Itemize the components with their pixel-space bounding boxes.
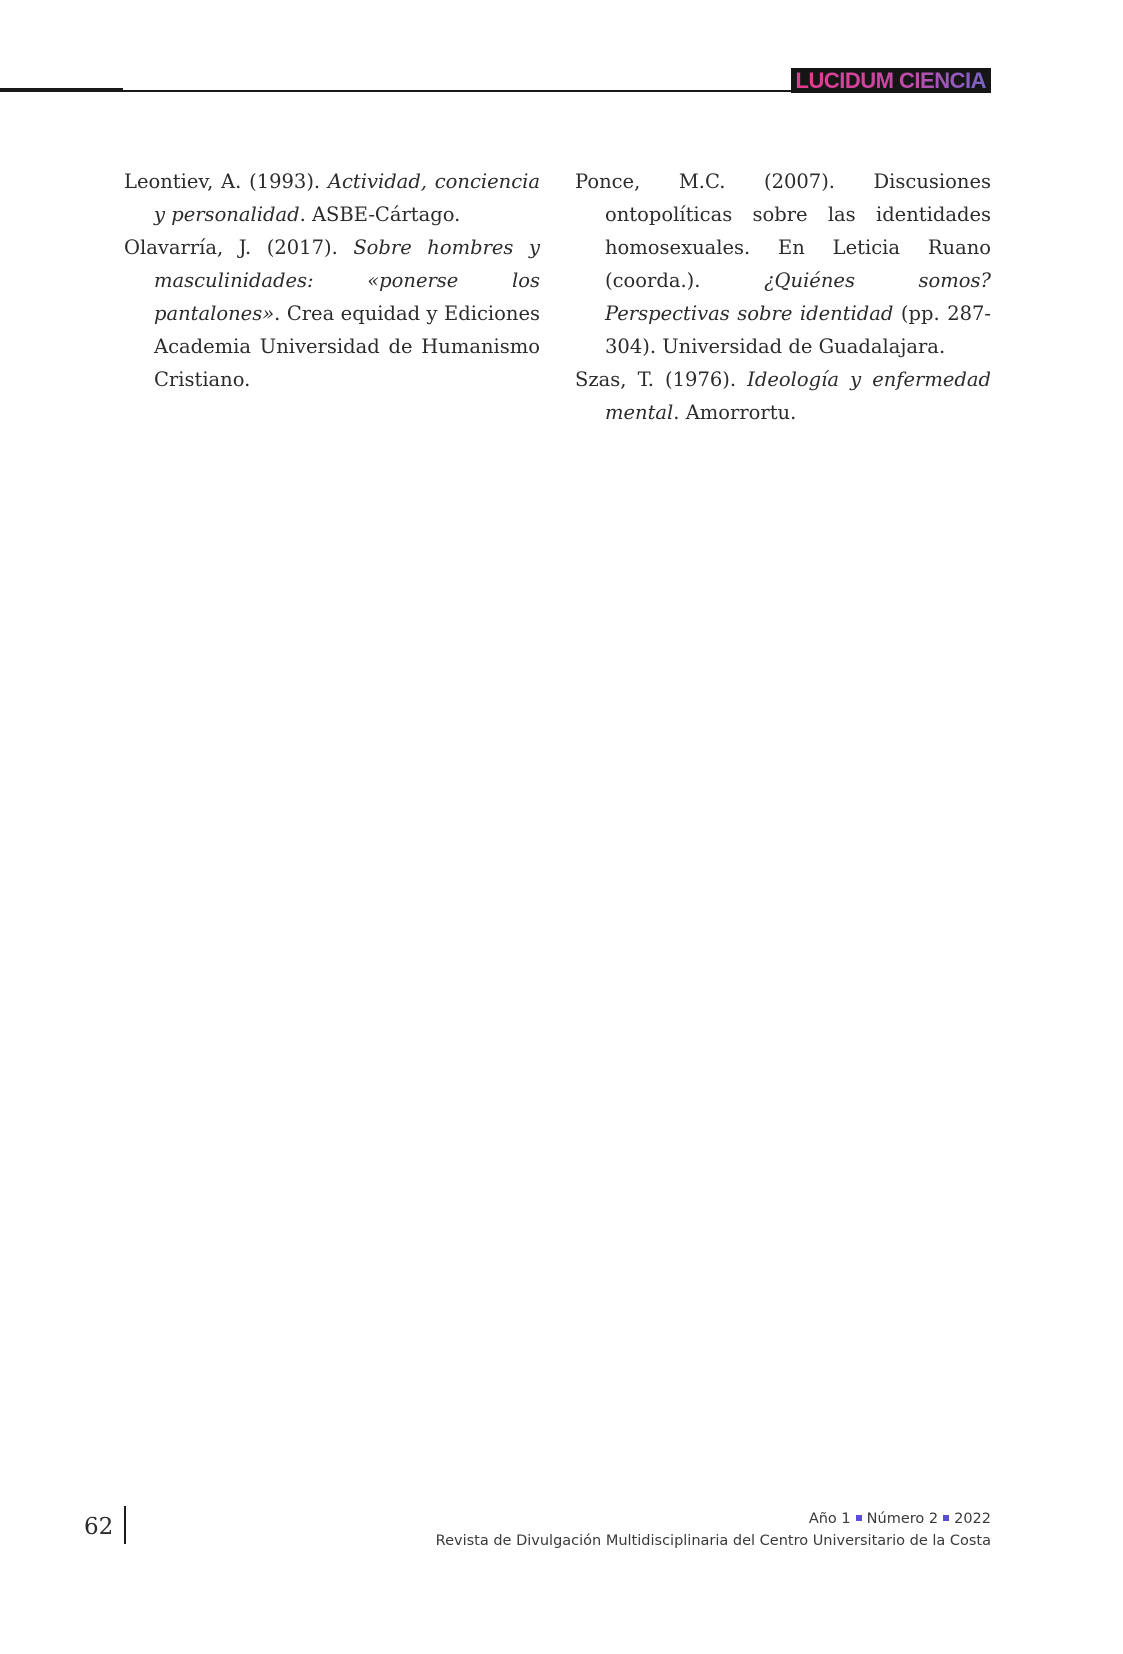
page-number: 62 <box>84 1514 114 1540</box>
reference-entry: Olavarría, J. (2017). Sobre hombres y masculinidades: «ponerse los pantalones». Crea equidad y Ediciones Academia Universidad de Humanismo Cristiano. <box>124 236 540 391</box>
reference-entry: Szas, T. (1976). Ideología y enfermedad mental. Amorrortu. <box>575 368 991 424</box>
issue-line <box>436 1508 991 1530</box>
header-rule-accent <box>0 88 123 92</box>
square-bullet-icon <box>856 1515 862 1521</box>
square-bullet-icon <box>943 1515 949 1521</box>
references-column-right <box>575 165 991 429</box>
date-label: 2022 <box>954 1511 991 1527</box>
reference-entry: Leontiev, A. (1993). Actividad, conciencia y personalidad. ASBE-Cártago. <box>124 170 541 226</box>
reference-entry: Ponce, M.C. (2007). Discusiones ontopolíticas sobre las identidades homosexuales. En Leticia Ruano (coorda.). ¿Quiénes somos? Perspectivas sobre identidad (pp. 287-304). Universidad de Guadalajara. <box>575 170 992 358</box>
year-label: Año 1 <box>808 1511 851 1527</box>
references-column-left <box>124 165 540 396</box>
issue-label: Número 2 <box>866 1511 939 1527</box>
brand-text: LUCIDUM CIENCIA <box>795 68 986 93</box>
journal-name: Revista de Divulgación Multidisciplinaria del Centro Universitario de la Costa <box>435 1533 991 1549</box>
footer-divider <box>124 1506 126 1544</box>
footer-info <box>436 1508 991 1552</box>
journal-brand-logo <box>791 68 992 93</box>
